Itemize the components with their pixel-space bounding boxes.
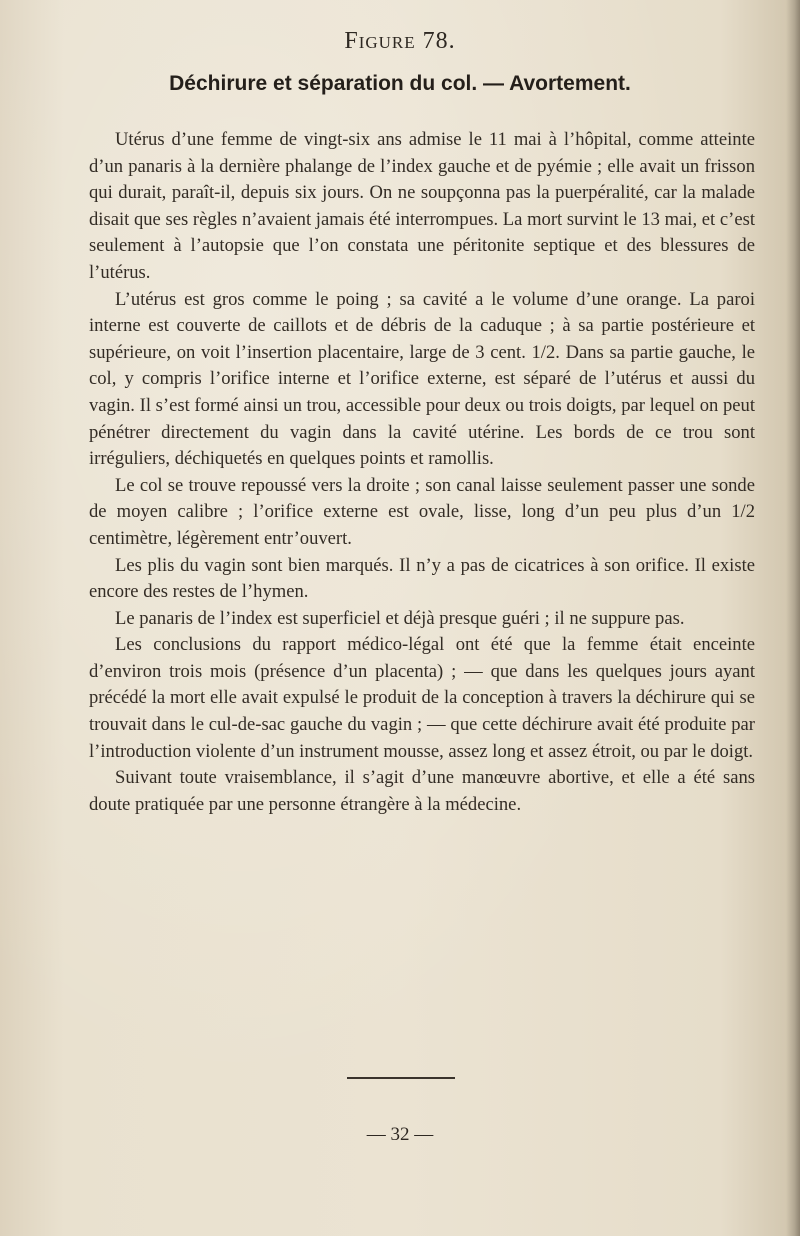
paragraph-2: L’utérus est gros comme le poing ; sa cavité a le volume d’une orange. La paroi interne est couverte de caillots et de débris de la caduque ; à sa partie postérieure et supérieure, on voit l’insertion placentaire, large de 3 cent. 1/2. Dans sa partie gauche, le col, y compris l’orifice interne et l’orifice externe, est séparé de l’utérus et aussi du vagin. Il s’est formé ainsi un trou, accessible pour deux ou trois doigts, par lequel on peut pénétrer directement du vagin dans la cavité utérine. Les bords de ce trou sont irréguliers, déchiquetés en quelques points et ramollis.	[89, 288, 755, 470]
paragraph-3: Le col se trouve repoussé vers la droite ; son canal laisse seulement passer une sonde de moyen calibre ; l’orifice externe est ovale, lisse, long d’un peu plus d’un 1/2 centimètre, légèrement entr’ouvert.	[89, 474, 755, 549]
section-divider	[347, 1077, 455, 1079]
paragraph-6: Les conclusions du rapport médico-légal ont été que la femme était enceinte d’environ trois mois (présence d’un placenta) ; — que dans les quelques jours ayant précédé la mort elle avait expulsé le produit de la conception à travers la déchirure qui se trouvait dans le cul-de-sac gauche du vagin ; — que cette déchirure avait été produite par l’introduction violente d’un instrument mousse, assez long et assez étroit, ou par le doigt.	[89, 634, 755, 762]
page-edge-shadow	[786, 0, 800, 1236]
paragraph-1: Utérus d’une femme de vingt-six ans admise le 11 mai à l’hôpital, comme atteinte d’un panaris à la dernière phalange de l’index gauche et de pyémie ; elle avait un frisson qui durait, paraît-il, depuis six jours. On ne soupçonna pas la puerpéralité, car la malade disait que ses règles n’avaient jamais été interrompues. La mort survint le 13 mai, et c’est seulement à l’autopsie que l’on constata une péritonite septique et des blessures de l’utérus.	[89, 129, 755, 283]
body-text	[89, 127, 755, 818]
paragraph-7: Suivant toute vraisemblance, il s’agit d’une manœuvre abortive, et elle a été sans doute pratiquée par une personne étrangère à la médecine.	[89, 767, 755, 815]
page-number: — 32 —	[366, 1124, 434, 1145]
paragraph-5: Le panaris de l’index est superficiel et déjà presque guéri ; il ne suppure pas.	[115, 607, 685, 629]
figure-label: Figure 78.	[344, 28, 456, 54]
paragraph-4: Les plis du vagin sont bien marqués. Il n’y a pas de cicatrices à son orifice. Il existe encore des restes de l’hymen.	[89, 554, 755, 603]
page-title: Déchirure et séparation du col. — Avortement.	[169, 72, 631, 95]
